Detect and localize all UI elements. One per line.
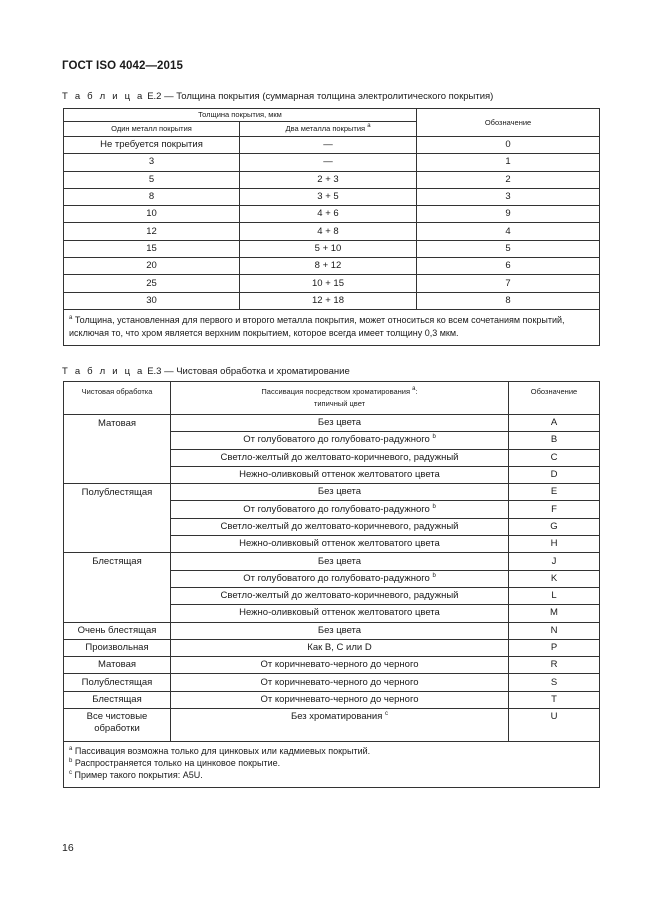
cell-color-text: Нежно-оливковый оттенок желтоватого цвета — [239, 469, 440, 481]
cell-code: 6 — [417, 258, 600, 275]
header-passivation-line2: типичный цвет — [313, 399, 366, 408]
cell-code: 5 — [417, 240, 600, 257]
cell-color — [171, 709, 509, 742]
cell-color: От коричневато-черного до черного — [171, 674, 509, 691]
table-e2-footnote — [64, 309, 600, 345]
cell-finish-line2: обработки — [94, 723, 140, 735]
footnote-line — [69, 745, 595, 757]
cell-color — [171, 553, 509, 570]
cell-code: 4 — [417, 223, 600, 240]
cell-code: 0 — [417, 137, 600, 154]
cell-code: E — [509, 484, 600, 501]
cell-color-text: От голубоватого до голубовато-радужного — [243, 503, 430, 515]
cell-finish — [64, 709, 171, 742]
cell-single-metal: 30 — [64, 292, 240, 309]
cell-code: K — [509, 570, 600, 587]
cell-color — [171, 432, 509, 449]
cell-color — [171, 415, 509, 432]
table-e2-caption-text: Е.2 — Толщина покрытия (суммарная толщина электролитического покрытия) — [147, 91, 494, 102]
cell-code: D — [509, 466, 600, 483]
cell-double-metal: 2 + 3 — [240, 171, 417, 188]
table-e2-caption-label: Т а б л и ц а — [62, 91, 145, 102]
cell-finish: Полублестящая — [64, 484, 171, 553]
cell-finish: Произвольная — [64, 639, 171, 656]
cell-code: M — [509, 605, 600, 622]
cell-double-metal: 4 + 8 — [240, 223, 417, 240]
cell-code: L — [509, 587, 600, 604]
cell-single-metal: 25 — [64, 275, 240, 292]
table-row — [64, 206, 600, 223]
table-e3-caption-text: Е.3 — Чистовая обработка и хроматирование — [147, 366, 350, 377]
header-passivation-text: Пассивация посредством хроматирования — [261, 387, 411, 396]
cell-finish: Матовая — [64, 415, 171, 484]
cell-color-text: Без цвета — [317, 555, 362, 567]
cell-double-metal: 4 + 6 — [240, 206, 417, 223]
table-row — [64, 657, 600, 674]
cell-color-text: Нежно-оливковый оттенок желтоватого цвета — [239, 538, 440, 550]
cell-double-metal: 12 + 18 — [240, 292, 417, 309]
cell-double-metal: — — [240, 137, 417, 154]
header-passivation — [171, 382, 509, 415]
cell-code: C — [509, 449, 600, 466]
cell-finish: Матовая — [64, 657, 171, 674]
table-row — [64, 639, 600, 656]
cell-color: Как B, C или D — [171, 639, 509, 656]
footnote-mark: b — [432, 434, 436, 441]
table-row — [64, 223, 600, 240]
cell-code: U — [509, 709, 600, 742]
table-e2-caption — [62, 91, 493, 102]
header-thickness: Толщина покрытия, мкм — [64, 109, 417, 122]
cell-double-metal: 5 + 10 — [240, 240, 417, 257]
cell-code: B — [509, 432, 600, 449]
cell-finish: Очень блестящая — [64, 622, 171, 639]
cell-color — [171, 449, 509, 466]
header-code: Обозначение — [509, 382, 600, 415]
cell-code: T — [509, 691, 600, 708]
table-e2-header-row — [64, 109, 600, 122]
cell-color-text: Без цвета — [317, 417, 362, 429]
footnote-mark: a — [367, 123, 371, 129]
document-header: ГОСТ ISO 4042—2015 — [62, 60, 184, 72]
cell-color-text: Нежно-оливковый оттенок желтоватого цвета — [239, 607, 440, 619]
cell-single-metal: 3 — [64, 154, 240, 171]
table-row — [64, 275, 600, 292]
cell-single-metal: Не требуется покрытия — [64, 137, 240, 154]
table-row — [64, 709, 600, 742]
cell-color-text: Светло-желтый до желтовато-коричневого, радужный — [220, 590, 459, 602]
table-e3-header-row — [64, 382, 600, 415]
footnote-line — [69, 757, 595, 769]
cell-code: S — [509, 674, 600, 691]
cell-finish-line1: Все чистовые — [86, 711, 148, 723]
cell-color-text: От голубоватого до голубовато-радужного — [243, 572, 430, 584]
table-e3-caption — [62, 366, 350, 377]
table-e3-caption-label: Т а б л и ц а — [62, 366, 145, 377]
cell-double-metal: — — [240, 154, 417, 171]
table-row — [64, 484, 600, 501]
footnote-mark: b — [432, 503, 436, 510]
cell-color — [171, 518, 509, 535]
table-e2-body — [64, 109, 600, 346]
footnote-text: Толщина, установленная для первого и второго металла покрытия, может относиться ко всем сочетаниям покрытий, исключая то, что хром является верхним покрытием, которое всегда имеет толщину 0,3 мкм. — [69, 314, 565, 338]
table-row — [64, 674, 600, 691]
cell-color-text: Светло-желтый до желтовато-коричневого, радужный — [220, 520, 459, 532]
cell-color — [171, 587, 509, 604]
cell-code: 7 — [417, 275, 600, 292]
header-passivation-suffix: : — [415, 387, 418, 396]
table-row — [64, 240, 600, 257]
cell-code: 9 — [417, 206, 600, 223]
page-number: 16 — [62, 842, 74, 854]
table-row — [64, 188, 600, 205]
table-row — [64, 691, 600, 708]
cell-single-metal: 20 — [64, 258, 240, 275]
table-e3 — [63, 381, 600, 788]
cell-double-metal: 8 + 12 — [240, 258, 417, 275]
cell-code: 8 — [417, 292, 600, 309]
cell-single-metal: 12 — [64, 223, 240, 240]
cell-code: H — [509, 536, 600, 553]
footnote-text: Распространяется только на цинковое покрытие. — [74, 758, 281, 769]
table-e2-footnote-row — [64, 309, 600, 345]
footnote-line — [69, 769, 595, 781]
cell-color-text: От голубоватого до голубовато-радужного — [243, 434, 430, 446]
cell-color — [171, 570, 509, 587]
cell-color: Без цвета — [171, 622, 509, 639]
cell-code: G — [509, 518, 600, 535]
cell-code: A — [509, 415, 600, 432]
cell-single-metal: 15 — [64, 240, 240, 257]
table-row — [64, 415, 600, 432]
table-e3-body — [64, 382, 600, 788]
table-row — [64, 137, 600, 154]
cell-color-text: Без цвета — [317, 486, 362, 498]
footnote-text: Пассивация возможна только для цинковых или кадмиевых покрытий. — [74, 746, 371, 757]
footnote-mark: b — [432, 572, 436, 579]
cell-color — [171, 466, 509, 483]
cell-single-metal: 8 — [64, 188, 240, 205]
cell-code: 1 — [417, 154, 600, 171]
footnote-mark: b — [69, 758, 73, 765]
footnote-text: Пример такого покрытия: A5U. — [74, 770, 203, 781]
cell-single-metal: 5 — [64, 171, 240, 188]
cell-color — [171, 536, 509, 553]
cell-single-metal: 10 — [64, 206, 240, 223]
table-e3-footnotes — [64, 742, 600, 788]
cell-code: 3 — [417, 188, 600, 205]
table-e2 — [63, 108, 600, 346]
table-row — [64, 171, 600, 188]
footnote-mark: a — [412, 386, 416, 392]
table-e3-footnote-row — [64, 742, 600, 788]
cell-double-metal: 3 + 5 — [240, 188, 417, 205]
table-row — [64, 154, 600, 171]
cell-code: F — [509, 501, 600, 518]
cell-code: P — [509, 639, 600, 656]
footnote-mark: a — [69, 314, 73, 321]
cell-color-text: Светло-желтый до желтовато-коричневого, радужный — [220, 451, 459, 463]
cell-finish: Блестящая — [64, 691, 171, 708]
table-row — [64, 258, 600, 275]
table-row — [64, 292, 600, 309]
cell-code: 2 — [417, 171, 600, 188]
footnote-mark: c — [385, 711, 388, 718]
header-finish: Чистовая обработка — [64, 382, 171, 415]
cell-finish: Блестящая — [64, 553, 171, 622]
cell-color — [171, 501, 509, 518]
cell-color-text: Без хроматирования — [290, 711, 383, 723]
header-double-metal — [240, 122, 417, 137]
cell-finish: Полублестящая — [64, 674, 171, 691]
header-code: Обозначение — [417, 109, 600, 137]
footnote-mark: c — [69, 770, 72, 777]
cell-color: От коричневато-черного до черного — [171, 691, 509, 708]
table-row — [64, 622, 600, 639]
header-double-metal-text: Два металла покрытия — [285, 124, 366, 133]
cell-color: От коричневато-черного до черного — [171, 657, 509, 674]
footnote-mark: a — [69, 746, 73, 753]
header-single-metal: Один металл покрытия — [64, 122, 240, 137]
cell-double-metal: 10 + 15 — [240, 275, 417, 292]
cell-code: N — [509, 622, 600, 639]
cell-code: J — [509, 553, 600, 570]
cell-code: R — [509, 657, 600, 674]
cell-color — [171, 484, 509, 501]
table-row — [64, 553, 600, 570]
cell-color — [171, 605, 509, 622]
